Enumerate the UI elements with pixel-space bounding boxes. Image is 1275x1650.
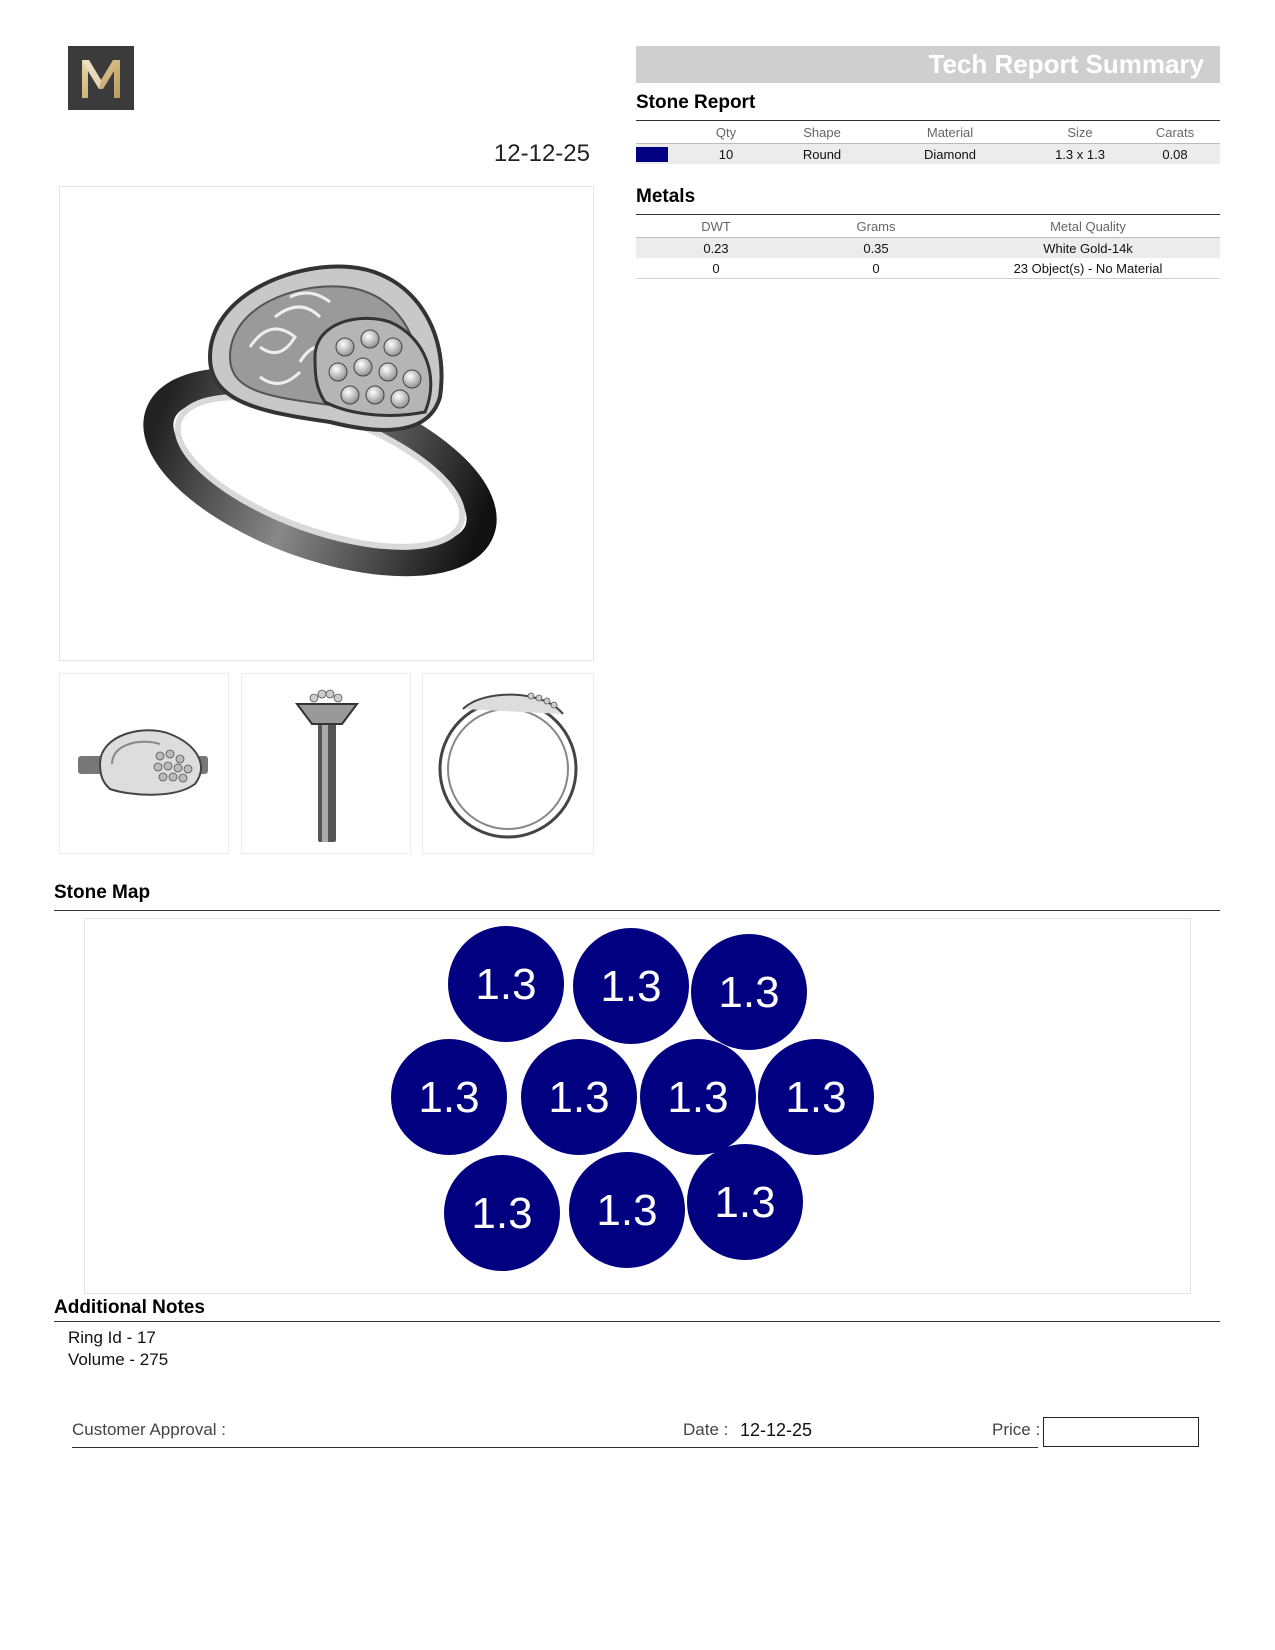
- stone-color-swatch: [636, 147, 668, 162]
- stone-marker: [444, 1155, 560, 1271]
- report-title: Tech Report Summary: [928, 49, 1204, 79]
- ring-perspective-icon: [60, 187, 593, 660]
- ring-side-view-icon: [242, 674, 410, 853]
- stone-marker: [569, 1152, 685, 1268]
- ring-front-view-image: [422, 673, 594, 854]
- ring-main-image: [59, 186, 594, 661]
- approval-date-value: 12-12-25: [740, 1420, 813, 1440]
- column-header-carats: Carats: [1130, 122, 1220, 144]
- stone-size-label: 1.3: [475, 960, 537, 1009]
- metals-header-row: [636, 216, 1220, 238]
- metal-grams: 0.35: [796, 238, 956, 259]
- column-header-metal-quality: Metal Quality: [956, 216, 1220, 238]
- company-logo: [68, 46, 134, 110]
- report-title-bar: [636, 46, 1220, 83]
- stone-color-cell: [636, 144, 678, 165]
- stone-report-table: [636, 122, 1220, 164]
- stone-report-header-row: [636, 122, 1220, 144]
- approval-date-label: Date :: [683, 1420, 729, 1439]
- stone-size-label: 1.3: [718, 968, 780, 1017]
- stone-color-header: [636, 122, 678, 144]
- ring-top-view-image: [59, 673, 229, 854]
- stone-carats: 0.08: [1130, 144, 1220, 165]
- metals-title: Metals: [636, 186, 696, 207]
- note-line: Ring Id - 17: [68, 1328, 156, 1347]
- table-row: [636, 238, 1220, 259]
- stone-size: 1.3 x 1.3: [1030, 144, 1130, 165]
- metal-dwt: 0.23: [636, 238, 796, 259]
- stone-marker: [687, 1144, 803, 1260]
- stone-report-rule: [636, 120, 1220, 121]
- additional-notes-title: Additional Notes: [54, 1297, 205, 1318]
- customer-approval-label: Customer Approval :: [72, 1420, 227, 1439]
- stone-marker: [521, 1039, 637, 1155]
- price-field[interactable]: [1043, 1417, 1199, 1447]
- stone-material: Diamond: [870, 144, 1030, 165]
- metal-dwt: 0: [636, 258, 796, 279]
- column-header-size: Size: [1030, 122, 1130, 144]
- stone-map-title: Stone Map: [54, 882, 151, 903]
- metal-grams: 0: [796, 258, 956, 279]
- stone-marker: [391, 1039, 507, 1155]
- stone-marker: [691, 934, 807, 1050]
- stone-map-rule: [54, 910, 1220, 911]
- stone-map: [84, 918, 1191, 1294]
- stone-size-label: 1.3: [418, 1073, 480, 1122]
- stone-marker: [758, 1039, 874, 1155]
- stone-size-label: 1.3: [596, 1186, 658, 1235]
- metal-quality: 23 Object(s) - No Material: [956, 258, 1220, 279]
- stone-qty: 10: [678, 144, 774, 165]
- stone-size-label: 1.3: [471, 1189, 533, 1238]
- ring-front-view-icon: [423, 674, 593, 853]
- stone-size-label: 1.3: [667, 1073, 729, 1122]
- stone-shape: Round: [774, 144, 870, 165]
- stone-map-canvas: [85, 919, 1190, 1293]
- column-header-dwt: DWT: [636, 216, 796, 238]
- additional-notes-body: [68, 1327, 168, 1371]
- metals-table: [636, 216, 1220, 279]
- table-row: [636, 258, 1220, 279]
- additional-notes-rule: [54, 1321, 1220, 1322]
- stone-marker: [573, 928, 689, 1044]
- report-date: 12-12-25: [493, 140, 590, 167]
- metals-rule: [636, 214, 1220, 215]
- stone-marker: [448, 926, 564, 1042]
- column-header-grams: Grams: [796, 216, 956, 238]
- approval-signature-line: [72, 1447, 1038, 1448]
- note-line: Volume - 275: [68, 1350, 169, 1369]
- ring-side-view-image: [241, 673, 411, 854]
- column-header-material: Material: [870, 122, 1030, 144]
- table-row: [636, 144, 1220, 165]
- stone-size-label: 1.3: [548, 1073, 610, 1122]
- stone-marker: [640, 1039, 756, 1155]
- price-label: Price :: [992, 1420, 1041, 1439]
- ring-top-view-icon: [60, 674, 228, 853]
- column-header-shape: Shape: [774, 122, 870, 144]
- metal-quality: White Gold-14k: [956, 238, 1220, 259]
- stone-size-label: 1.3: [600, 962, 662, 1011]
- column-header-qty: Qty: [678, 122, 774, 144]
- stone-size-label: 1.3: [714, 1178, 776, 1227]
- logo-mark-icon: [68, 46, 134, 110]
- stone-report-title: Stone Report: [636, 92, 756, 113]
- stone-size-label: 1.3: [785, 1073, 847, 1122]
